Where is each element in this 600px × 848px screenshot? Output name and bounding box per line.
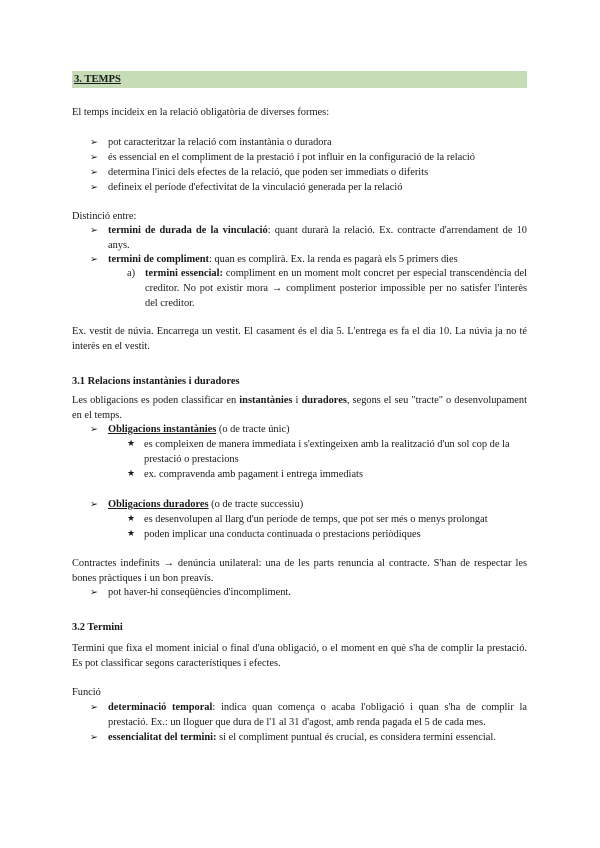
arrow-bullet-icon: ➢ (90, 499, 98, 510)
arrow-bullet-icon: ➢ (90, 225, 98, 236)
list-item-essencialitat (90, 730, 527, 745)
list-item (127, 437, 527, 467)
funcio-label: Funció (72, 687, 101, 698)
term-compliment-text: : quan es complirà. Ex. la renda es pagarà els 5 primers dies (209, 254, 458, 265)
list-item-text: pot caracteritzar la relació com instantània o duradora (108, 137, 332, 148)
term-durada-text: : quant durarà la relació. Ex. contracte d'arrendament de 10 anys. (108, 225, 527, 251)
list-item-text: es desenvolupen al llarg d'un període de temps, que pot ser més o menys prolongat (144, 514, 488, 525)
arrow-bullet-icon: ➢ (90, 702, 98, 713)
arrow-bullet-icon: ➢ (90, 587, 98, 598)
section-3-2-intro: Termini que fixa el moment inicial o final d'una obligació, o el moment en què s'ha de complir la prestació. Es pot classificar segons característiques i efectes. (72, 643, 527, 669)
note-text: (o de tracte únic) (216, 424, 290, 435)
intro-text: , segons el seu "tracte" o desenvolupament en el temps. (72, 395, 527, 421)
list-item-text: determina l'inici dels efectes de la relació, que poden ser immediats o diferits (108, 167, 429, 178)
intro-text: i (292, 395, 302, 406)
note-text: (o de tracte successiu) (208, 499, 304, 510)
example-paragraph: Ex. vestit de núvia. Encarrega un vestit. El casament és el dia 5. L'entrega es fa el dia 10. La núvia ja no té interès en el vestit. (72, 326, 527, 352)
term-compliment: termini de compliment (108, 254, 209, 265)
star-bullet-icon: ★ (127, 439, 136, 449)
section-3-title: 3. TEMPS (74, 74, 121, 85)
list-item (90, 165, 527, 180)
list-item-text: ex. compravenda amb pagament i entrega immediats (144, 469, 363, 480)
list-item-text: poden implicar una conducta continuada o prestacions periòdiques (144, 529, 421, 540)
term-essencialitat: essencialitat del termini: (108, 732, 217, 743)
list-item-determinacio (90, 700, 527, 730)
arrow-bullet-icon: ➢ (90, 732, 98, 743)
star-bullet-icon: ★ (127, 514, 136, 524)
list-item-text: pot haver-hi conseqüències d'incompliment. (108, 587, 291, 598)
term-duradores: duradores (301, 395, 347, 406)
term-essencial: termini essencial: (145, 268, 223, 279)
list-item-duradores (90, 497, 527, 512)
intro-text: Les obligacions es poden classificar en (72, 395, 240, 406)
contractes-paragraph: Contractes indefinits → denúncia unilateral: una de les parts renuncia al contracte. S'han de respectar les bones pràctiques i un bon preavís. (72, 558, 527, 584)
term-essencial-text: compliment en un moment molt concret per especial transcendència del creditor. No pot existir mora → compliment posterior impossible per no satisfer l'interès del creditor. (145, 268, 528, 309)
list-item (90, 180, 527, 195)
section-3-heading-bar (72, 71, 527, 88)
list-item (127, 512, 527, 527)
term-determinacio-text: : indica quan comença o acaba l'obligació i quan s'ha de complir la prestació. Ex.: un lloguer que dura de l'1 al 31 d'agost, amb renda pagada el 5 de cada mes. (108, 702, 527, 728)
list-item (90, 585, 527, 600)
arrow-bullet-icon: ➢ (90, 254, 98, 265)
list-item (90, 135, 527, 150)
arrow-bullet-icon: ➢ (90, 182, 98, 193)
arrow-bullet-icon: ➢ (90, 152, 98, 163)
arrow-bullet-icon: ➢ (90, 137, 98, 148)
term-durada: termini de durada de la vinculació (108, 225, 268, 236)
section-3-intro: El temps incideix en la relació obligatòria de diverses formes: (72, 107, 330, 118)
term-instantanies: instantànies (239, 395, 293, 406)
star-bullet-icon: ★ (127, 529, 136, 539)
list-item-text: és essencial en el compliment de la prestació i pot influir en la configuració de la relació (108, 152, 475, 163)
term-determinacio: determinació temporal (108, 702, 213, 713)
list-item-compliment (90, 252, 527, 267)
list-item-durada (90, 223, 527, 253)
section-3-1-title: 3.1 Relacions instantànies i duradores (72, 376, 240, 387)
section-3-2-title: 3.2 Termini (72, 622, 123, 633)
list-item (127, 527, 527, 542)
list-item (127, 467, 527, 482)
term-essencialitat-text: si el compliment puntual és crucial, es considera termini essencial. (216, 732, 496, 743)
list-item-text: es compleixen de manera immediata i s'extingeixen amb la realització d'un sol cop de la prestació o prestacions (144, 439, 510, 465)
term-obligacions-duradores: Obligacions duradores (108, 499, 209, 510)
list-item-instantanies (90, 422, 527, 437)
distincio-label: Distinció entre: (72, 211, 137, 222)
arrow-bullet-icon: ➢ (90, 424, 98, 435)
sub-item-marker: a) (127, 268, 136, 279)
sub-item-essencial (127, 266, 527, 311)
list-item-text: defineix el període d'efectivitat de la vinculació generada per la relació (108, 182, 403, 193)
term-obligacions-instantanies: Obligacions instantànies (108, 424, 217, 435)
arrow-bullet-icon: ➢ (90, 167, 98, 178)
star-bullet-icon: ★ (127, 469, 136, 479)
section-3-1-intro (72, 393, 527, 423)
list-item (90, 150, 527, 165)
